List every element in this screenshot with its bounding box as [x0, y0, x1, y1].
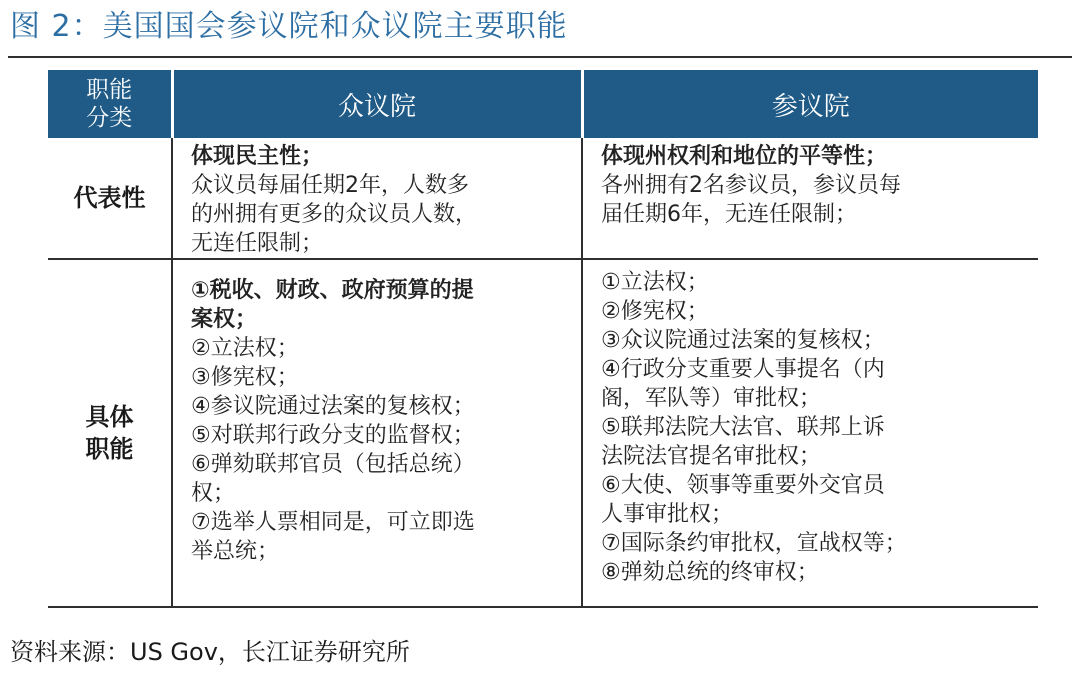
house-function-item: 权； [191, 481, 236, 506]
house-function-item: ⑥弹劾联邦官员（包括总统） [191, 452, 475, 477]
header-category-line1: 职能 [86, 77, 133, 103]
senate-function-item: ⑥大使、领事等重要外交官员 [601, 473, 885, 498]
senate-function-item: 人事审批权； [601, 502, 734, 527]
row-label-line1: 具体 [85, 403, 134, 431]
senate-function-item: 阁，军队等）审批权； [601, 386, 822, 411]
house-function-item: ②立法权； [191, 336, 299, 361]
senate-representation-line: 各州拥有2名参议员，参议员每 [601, 173, 901, 198]
senate-function-item: 法院法官提名审批权； [601, 444, 822, 469]
house-functions-lead: 案权； [191, 307, 258, 332]
house-function-item: ⑤对联邦行政分支的监督权； [191, 423, 475, 448]
senate-representation-lead: 体现州权利和地位的平等性； [601, 144, 888, 169]
table-row-functions [48, 259, 1038, 607]
table-row-representation [48, 138, 1038, 259]
header-category [48, 70, 172, 138]
row-label-functions [48, 259, 172, 607]
house-functions-lead: ①税收、财政、政府预算的提 [191, 278, 474, 303]
row-label-line2: 职能 [85, 435, 134, 463]
house-function-item: ⑦选举人票相同是，可立即选 [191, 510, 475, 535]
senate-function-item: ①立法权； [601, 270, 709, 295]
cell-senate-functions [582, 259, 1038, 607]
house-function-item: ③修宪权； [191, 365, 299, 390]
header-category-line2: 分类 [86, 105, 133, 131]
figure-title: 图 2：美国国会参议院和众议院主要职能 [10, 9, 568, 44]
senate-function-item: ⑤联邦法院大法官、联邦上诉 [601, 415, 885, 440]
table-header-row [48, 70, 1038, 138]
title-divider [8, 56, 1072, 58]
cell-house-functions [172, 259, 582, 607]
house-representation-lead: 体现民主性； [191, 144, 324, 169]
senate-function-item: ②修宪权； [601, 299, 709, 324]
row-label-representation [48, 138, 172, 259]
header-senate: 参议院 [582, 70, 1038, 138]
house-representation-line: 无连任限制； [191, 231, 324, 256]
senate-function-item: ④行政分支重要人事提名（内 [601, 357, 885, 382]
functions-table [48, 70, 1038, 608]
senate-function-item: ⑦国际条约审批权，宣战权等； [601, 531, 907, 556]
senate-function-item: ⑧弹劾总统的终审权； [601, 560, 819, 585]
house-representation-line: 众议员每届任期2年，人数多 [191, 173, 469, 198]
senate-representation-line: 届任期6年，无连任限制； [601, 202, 857, 227]
house-function-item: ④参议院通过法案的复核权； [191, 394, 475, 419]
source-note: 资料来源：US Gov，长江证券研究所 [10, 638, 410, 666]
house-representation-line: 的州拥有更多的众议员人数， [191, 202, 478, 227]
row-label-line1: 代表性 [73, 184, 146, 212]
cell-house-representation [172, 138, 582, 259]
house-function-item: 举总统； [191, 539, 280, 564]
cell-senate-representation [582, 138, 1038, 259]
senate-function-item: ③众议院通过法案的复核权； [601, 328, 885, 353]
functions-table-container [48, 70, 1038, 608]
header-house: 众议院 [172, 70, 582, 138]
